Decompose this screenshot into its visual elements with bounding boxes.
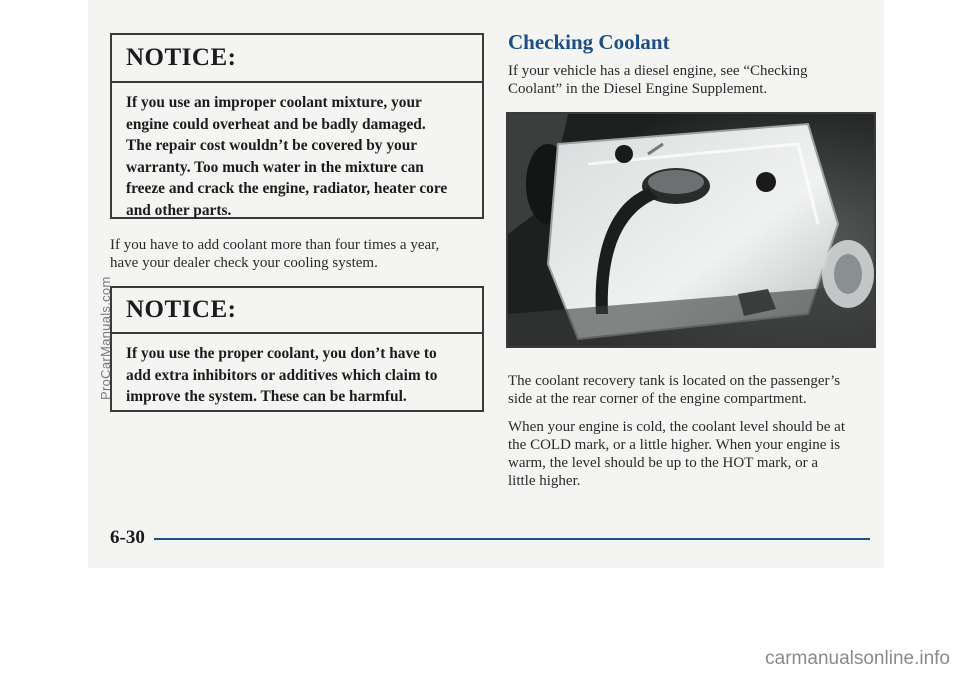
- notice-line: add extra inhibitors or additives which claim to: [126, 366, 438, 384]
- notice-line: freeze and crack the engine, radiator, heater core: [126, 180, 448, 198]
- footer-rule: [154, 538, 870, 540]
- diesel-note-paragraph: [508, 62, 868, 98]
- notice-line: engine could overheat and be badly damaged.: [126, 115, 426, 133]
- bottom-watermark: carmanualsonline.info: [765, 648, 950, 669]
- notice-body: [112, 83, 482, 222]
- page-number: 6-30: [110, 527, 145, 548]
- coolant-tank-photo: [506, 112, 876, 348]
- notice-line: warranty. Too much water in the mixture can: [126, 158, 424, 176]
- notice-body: [112, 334, 482, 408]
- notice-box-proper-coolant: [110, 286, 484, 412]
- paragraph-line: warm, the level should be up to the HOT mark, or a: [508, 455, 819, 471]
- coolant-level-paragraph: [508, 418, 870, 490]
- coolant-tank-illustration: [508, 114, 874, 346]
- notice-box-coolant-mixture: [110, 33, 484, 219]
- paragraph-line: If your vehicle has a diesel engine, see “Checking: [508, 63, 808, 79]
- notice-line: The repair cost wouldn’t be covered by your: [126, 137, 418, 155]
- tank-location-paragraph: [508, 372, 870, 408]
- paragraph-line: have your dealer check your cooling system.: [110, 255, 378, 271]
- paragraph-line: If you have to add coolant more than four times a year,: [110, 237, 440, 253]
- section-title: Checking Coolant: [508, 30, 670, 54]
- side-watermark: ProCarManuals.com: [98, 276, 113, 400]
- notice-line: If you use an improper coolant mixture, your: [126, 94, 422, 111]
- notice-line: improve the system. These can be harmful.: [126, 388, 407, 406]
- paragraph-line: the COLD mark, or a little higher. When your engine is: [508, 437, 841, 453]
- paragraph-line: little higher.: [508, 473, 581, 489]
- paragraph-line: Coolant” in the Diesel Engine Supplement.: [508, 81, 768, 97]
- add-coolant-paragraph: [110, 236, 490, 272]
- paragraph-line: The coolant recovery tank is located on the passenger’s: [508, 373, 841, 389]
- notice-heading: NOTICE:: [112, 288, 482, 334]
- notice-heading: NOTICE:: [112, 35, 482, 83]
- paragraph-line: side at the rear corner of the engine compartment.: [508, 391, 807, 407]
- notice-line: If you use the proper coolant, you don’t have to: [126, 345, 437, 362]
- notice-line: and other parts.: [126, 201, 232, 219]
- paragraph-line: When your engine is cold, the coolant level should be at: [508, 419, 845, 435]
